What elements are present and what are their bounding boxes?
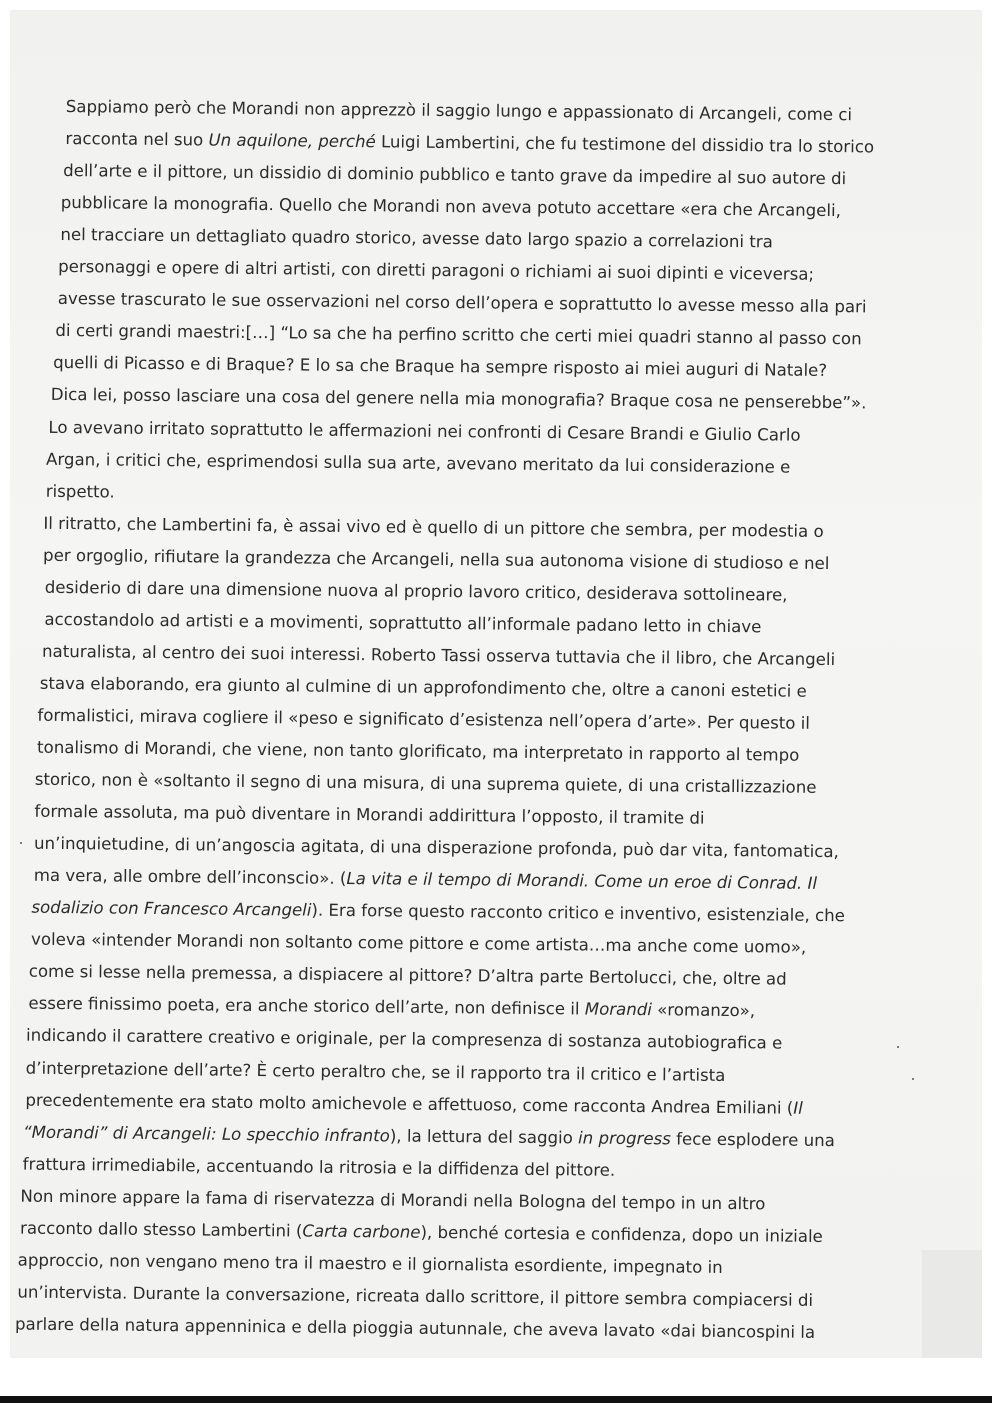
- text-run: avesse trascurato le sue osservazioni nel corso dell’opera e soprattutto lo avesse messo alla pari: [57, 289, 867, 317]
- text-run: formalistici, mirava cogliere il «peso e significato d’esistenza nell’opera d’arte». Per questo il: [37, 705, 811, 733]
- text-run: d’interpretazione dell’arte? È certo peraltro che, se il rapporto tra il critico e l’artista: [25, 1058, 726, 1085]
- text-run: parlare della natura appenninica e della pioggia autunnale, che aveva lavato «dai biancospini la: [14, 1314, 816, 1342]
- text-run: nel tracciare un dettagliato quadro storico, avesse dato largo spazio a correlazioni tra: [60, 225, 773, 252]
- text-run: Dica lei, posso lasciare una cosa del genere nella mia monografia? Braque cosa ne penserebbe”».: [50, 385, 867, 413]
- italic-run: in progress: [578, 1128, 671, 1148]
- text-run: tonalismo di Morandi, che viene, non tanto glorificato, ma interpretato in rapporto al tempo: [36, 737, 800, 765]
- text-run: precedentemente era stato molto amichevole e affettuoso, come racconta Andrea Emiliani (: [25, 1090, 794, 1118]
- text-run: naturalista, al centro dei suoi interessi. Roberto Tassi osserva tuttavia che il libro, che Arcangeli: [42, 641, 836, 669]
- text-run: stava elaborando, era giunto al culmine di un approfondimento che, oltre a canoni estetici e: [39, 673, 807, 701]
- text-run: rispetto.: [45, 481, 115, 502]
- text-run: racconto dallo stesso Lambertini (: [19, 1218, 303, 1241]
- scan-speck: [912, 1078, 914, 1080]
- text-run: per orgoglio, rifiutare la grandezza che Arcangeli, nella sua autonoma visione di studioso e nel: [43, 545, 830, 573]
- text-run: Luigi Lambertini, che fu testimone del dissidio tra lo storico: [375, 132, 875, 157]
- text-run: racconta nel suo: [65, 129, 209, 150]
- text-run: un’intervista. Durante la conversazione, ricreata dallo scrittore, il pittore sembra compiacersi di: [17, 1282, 814, 1310]
- text-run: Il ritratto, che Lambertini fa, è assai vivo ed è quello di un pittore che sembra, per modestia o: [43, 513, 824, 541]
- scan-speck: [897, 1046, 899, 1048]
- italic-run: Il: [793, 1098, 803, 1118]
- italic-run: Morandi: [584, 999, 653, 1020]
- text-run: personaggi e opere di altri artisti, con diretti paragoni o richiami ai suoi dipinti e viceversa;: [58, 257, 815, 285]
- text-run: approccio, non vengano meno tra il maestro e il giornalista esordiente, impegnato in: [17, 1250, 723, 1277]
- text-run: voleva «intender Morandi non soltanto come pittore e come artista…ma anche come uomo»,: [30, 929, 807, 958]
- text-run: ), la lettura del saggio: [389, 1126, 579, 1148]
- scan-edge: [0, 1396, 992, 1403]
- text-run: pubblicare la monografia. Quello che Morandi non aveva potuto accettare «era che Arcangeli,: [60, 193, 842, 221]
- italic-run: “Morandi” di Arcangeli: Lo specchio infranto: [22, 1122, 390, 1146]
- scan-speck: [20, 842, 22, 844]
- text-run: ma vera, alle ombre dell’inconscio». (: [33, 865, 347, 889]
- text-run: essere finissimo poeta, era anche storico dell’arte, non definisce il: [28, 994, 585, 1019]
- text-run: ). Era forse questo racconto critico e inventivo, esistenziale, che: [311, 900, 846, 926]
- italic-run: sodalizio con Francesco Arcangeli: [31, 897, 312, 920]
- italic-run: Carta carbone: [302, 1221, 421, 1242]
- text-line: [46, 480, 115, 503]
- text-run: Argan, i critici che, esprimendosi sulla sua arte, avevano meritato da lui considerazione e: [46, 449, 791, 477]
- text-run: di certi grandi maestri:[…] “Lo sa che ha perfino scritto che certi miei quadri stanno al passo con: [55, 321, 862, 349]
- text-run: desiderio di dare una dimensione nuova al proprio lavoro critico, desiderava sottolineare,: [44, 577, 788, 605]
- text-run: Lo avevano irritato soprattutto le affermazioni nei confronti di Cesare Brandi e Giulio Carlo: [48, 417, 801, 445]
- text-run: indicando il carattere creativo e originale, per la compresenza di sostanza autobiografica e: [25, 1026, 783, 1053]
- italic-run: La vita e il tempo di Morandi. Come un eroe di Conrad. Il: [346, 869, 818, 894]
- text-run: quelli di Picasso e di Braque? E lo sa che Braque ha sempre risposto ai miei auguri di Natale?: [53, 353, 828, 381]
- text-run: ), benché cortesia e confidenza, dopo un iniziale: [420, 1222, 823, 1246]
- text-run: storico, non è «soltanto il segno di una misura, di una suprema quiete, di una cristallizzazione: [34, 769, 817, 797]
- text-run: frattura irrimediabile, accentuando la ritrosia e la diffidenza del pittore.: [22, 1154, 616, 1180]
- text-run: fece esplodere una: [670, 1128, 835, 1150]
- text-run: dell’arte e il pittore, un dissidio di dominio pubblico e tanto grave da impedire al suo autore di: [63, 161, 847, 189]
- italic-run: Un aquilone, perché: [208, 130, 376, 152]
- text-run: un’inquietudine, di un’angoscia agitata, di una disperazione profonda, può dar vita, fantomatica,: [33, 833, 839, 862]
- scan-shadow: [922, 1250, 982, 1358]
- text-run: «romanzo»,: [651, 1000, 756, 1021]
- text-run: Sappiamo però che Morandi non apprezzò il saggio lungo e appassionato di Arcangeli, come ci: [65, 96, 853, 125]
- text-run: formale assoluta, ma può diventare in Morandi addirittura l’opposto, il tramite di: [34, 801, 705, 828]
- text-run: Non minore appare la fama di riservatezza di Morandi nella Bologna del tempo in un altro: [20, 1186, 766, 1214]
- text-run: come si lesse nella premessa, a dispiacere al pittore? D’altra parte Bertolucci, che, oltre ad: [28, 962, 787, 989]
- text-run: accostandolo ad artisti e a movimenti, soprattutto all’informale padano letto in chiave: [44, 609, 762, 637]
